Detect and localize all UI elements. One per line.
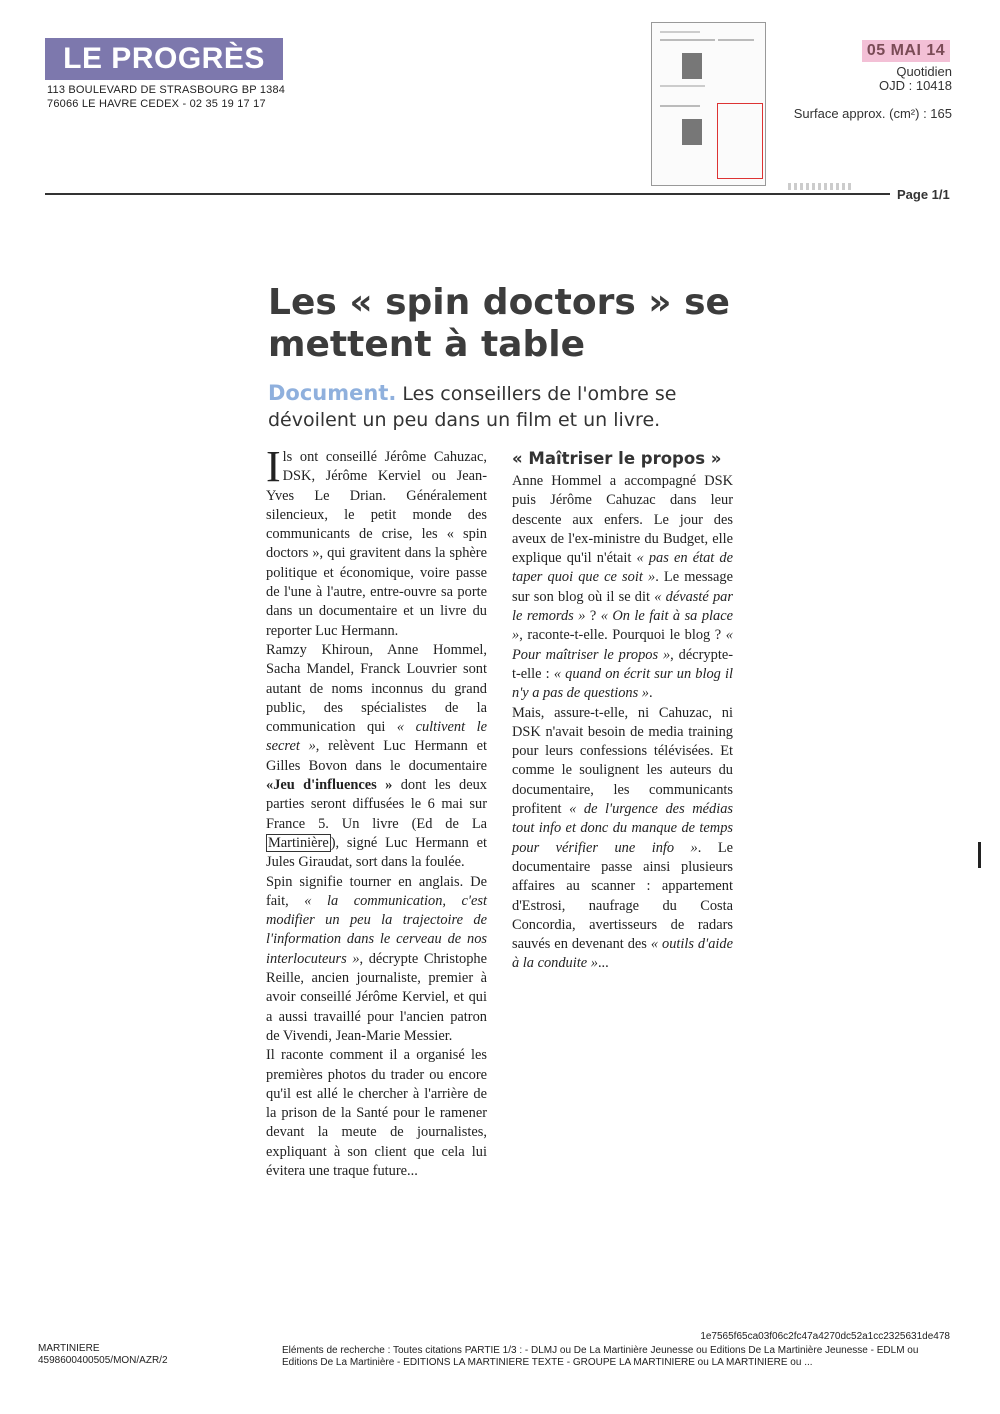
publication-date: 05 MAI 14 bbox=[862, 40, 950, 62]
client-reference: 4598600400505/MON/AZR/2 bbox=[38, 1355, 168, 1366]
drop-cap: I bbox=[266, 442, 281, 491]
article-standfirst bbox=[268, 380, 738, 433]
kicker: Document. bbox=[268, 381, 397, 405]
article-column-1 bbox=[266, 442, 488, 1181]
address-line-1: 113 BOULEVARD DE STRASBOURG BP 1384 bbox=[47, 84, 286, 96]
article-headline: Les « spin doctors » se mettent à table bbox=[268, 282, 730, 365]
surface-area: Surface approx. (cm²) : 165 bbox=[793, 106, 952, 121]
frequency: Quotidien bbox=[896, 64, 952, 79]
paragraph-6: Mais, assure-t-elle, ni Cahuzac, ni DSK n'avait besoin de media training pour leurs confessions télévisées. Et comme le soulignent les auteurs du documentaire, les communicants profitent « de l'urgence des médias tout info et donc du manque de temps pour vérifier une info ». Le documentaire passe ainsi plusieurs affaires au scanner : appartement d'Estrosi, naufrage du Costa Concordia, avertisseurs de radars sauvés en devenant des « outils d'aide à la conduite »... bbox=[512, 704, 734, 972]
article-column-2 bbox=[512, 448, 733, 974]
search-elements-line-1: Eléments de recherche : Toutes citations PARTIE 1/3 : - DLMJ ou De La Martinière Jeunesse ou Editions De La Martinière Jeunesse - EDLM ou bbox=[282, 1345, 919, 1356]
paragraph-3: Spin signifie tourner en anglais. De fait, « la communication, c'est modifier un peu la trajectoire de l'information dans le cerveau de nos interlocuteurs », décrypte Christophe Reille, ancien journaliste, premier à avoir conseillé Jérôme Kerviel, et qui a aussi travaillé pour l'ancien patron de Vivendi, Jean-Marie Messier. bbox=[266, 873, 487, 1044]
paragraph-5: Anne Hommel a accompagné DSK puis Jérôme Cahuzac dans leur descente aux enfers. Le jour des aveux de l'ex-ministre du Budget, elle explique qu'il n'était « pas en état de taper quoi que ce soit ». Le message sur son blog où il se dit « dévasté par le remords » ? « On le fait à sa place », raconte-t-elle. Pourquoi le blog ? « Pour maîtriser le propos », décrypte-t-elle : « quand on écrit sur un blog il n'y a pas de questions ». bbox=[512, 473, 733, 702]
scan-smudge bbox=[788, 183, 854, 190]
subheading: « Maîtriser le propos » bbox=[512, 449, 722, 468]
client-name: MARTINIERE bbox=[38, 1343, 100, 1354]
address-line-2: 76066 LE HAVRE CEDEX - 02 35 19 17 17 bbox=[47, 98, 266, 110]
page-thumbnail bbox=[651, 22, 766, 186]
scan-margin-mark bbox=[978, 842, 981, 868]
paragraph-1: Ils ont conseillé Jérôme Cahuzac, DSK, Jérôme Kerviel ou Jean-Yves Le Drian. Généralement silencieux, le petit monde des communicants de crise, les « spin doctors », qui gravitent dans la sphère politique et économique, voire passe de l'une à l'autre, entre-ouvre sa porte dans un documentaire et un livre du reporter Luc Hermann. bbox=[266, 442, 487, 639]
search-term-highlight: Martinière bbox=[268, 834, 329, 851]
standfirst-text: Les conseillers de l'ombre se dévoilent un peu dans un film et un livre. bbox=[268, 383, 677, 431]
paragraph-2: Ramzy Khiroun, Anne Hommel, Sacha Mandel, Franck Louvrier sont autant de noms inconnus du grand public, des spécialistes de la communication qui « cultivent le secret », relèvent Luc Hermann et Gilles Bovon dans le documentaire «Jeu d'influences » dont les deux parties seront diffusées le 6 mai sur France 5. Un livre (Ed de La Martinière ), signé Luc Hermann et Jules Giraudat, sort dans la foulée. bbox=[266, 641, 488, 871]
newspaper-logo: LE PROGRÈS bbox=[45, 38, 283, 80]
header-divider bbox=[45, 193, 890, 195]
page-number: Page 1/1 bbox=[897, 187, 950, 202]
ojd-count: OJD : 10418 bbox=[879, 78, 952, 93]
paragraph-4: Il raconte comment il a organisé les premières photos du trader ou encore qu'il est allé le chercher à l'arrière de la prison de la Santé pour le ramener devant la meute de journalistes, expliquant à son client que cela lui évitera une traque future... bbox=[266, 1047, 487, 1179]
document-hash: 1e7565f65ca03f06c2fc47a4270dc52a1cc2325631de478 bbox=[700, 1331, 950, 1342]
search-elements-line-2: Editions De La Martinière - EDITIONS LA MARTINIERE TEXTE - GROUPE LA MARTINIERE ou LA MARTINIERE ou ... bbox=[282, 1357, 813, 1368]
